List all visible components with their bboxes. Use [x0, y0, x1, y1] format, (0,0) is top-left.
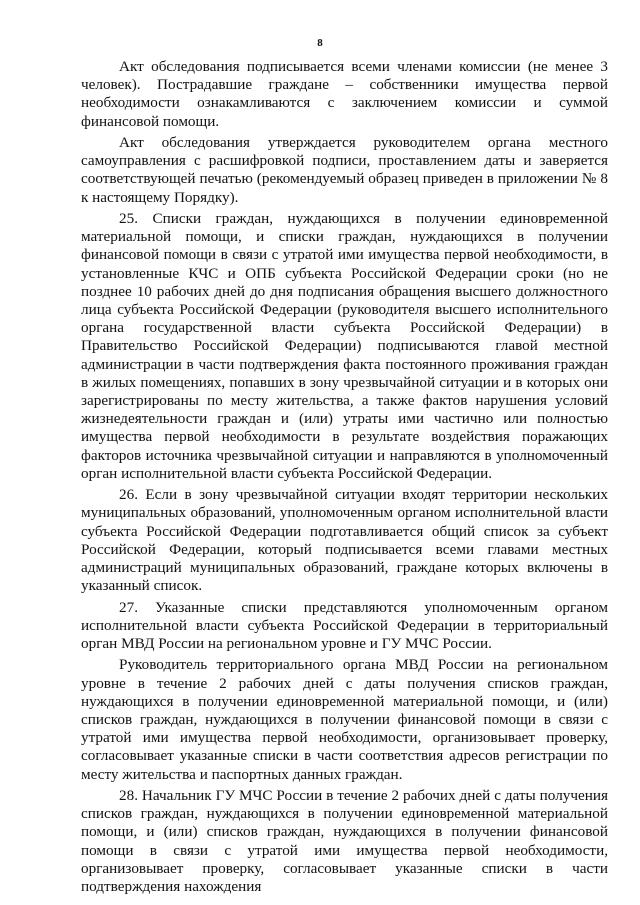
paragraph-inspection-act-signing: Акт обследования подписывается всеми членами комиссии (не менее 3 человек). Пострадавшие граждане – собственники имущества первой необходимости ознакамливаются с заключением комиссии и суммой финансовой помощи.: [81, 58, 608, 130]
page-number: 8: [317, 37, 323, 49]
paragraph-item-27: 27. Указанные списки представляются уполномоченным органом исполнительной власти субъекта Российской Федерации в территориальный орган МВД России на региональном уровне и ГУ МЧС России.: [81, 598, 608, 653]
paragraph-item-28: 28. Начальник ГУ МЧС России в течение 2 рабочих дней с даты получения списков граждан, нуждающихся в получении единовременной материальной помощи, и (или) списков граждан, нуждающихся в получении финансовой помощи в связи с утратой ими имущества первой необходимости, организовывает проверку, согласовывает указанные списки в части подтверждения нахождения: [81, 787, 608, 896]
document-body: [81, 58, 608, 899]
paragraph-item-25: 25. Списки граждан, нуждающихся в получении единовременной материальной помощи, и списки граждан, нуждающихся в получении финансовой помощи в связи с утратой ими имущества первой необходимости, в установленные КЧС и ОПБ субъекта Российской Федерации сроки (но не позднее 10 рабочих дней до дня подписания обращения высшего должностного лица субъекта Российской Федерации (руководителя высшего исполнительного органа государственной власти субъекта Российской Федерации) в Правительство Российской Федерации) подписываются главой местной администрации в части подтверждения факта постоянного проживания граждан в жилых помещениях, попавших в зону чрезвычайной ситуации и в которых они зарегистрированы по месту жительства, а также фактов нарушения условий жизнедеятельности граждан и (или) утраты ими частично или полностью имущества первой необходимости в результате воздействия поражающих факторов источника чрезвычайной ситуации и направляются в уполномоченный орган исполнительной власти субъекта Российской Федерации.: [81, 210, 608, 482]
paragraph-item-26: 26. Если в зону чрезвычайной ситуации входят территории нескольких муниципальных образований, уполномоченным органом исполнительной власти субъекта Российской Федерации подготавливается общий список за субъект Российской Федерации, который подписывается всеми главами местных администраций муниципальных образований, граждане которых включены в указанный список.: [81, 486, 608, 595]
paragraph-mvd-head-verification: Руководитель территориального органа МВД России на региональном уровне в течение 2 рабочих дней с даты получения списков граждан, нуждающихся в получении единовременной материальной помощи, и (или) списков граждан, нуждающихся в получении финансовой помощи в связи с утратой ими имущества первой необходимости, организовывает проверку, согласовывает указанные списки в части соответствия адресов регистрации по месту жительства и паспортных данных граждан.: [81, 656, 608, 783]
paragraph-inspection-act-approval: Акт обследования утверждается руководителем органа местного самоуправления с расшифровкой подписи, проставлением даты и заверяется соответствующей печатью (рекомендуемый образец приведен в приложении № 8 к настоящему Порядку).: [81, 134, 608, 206]
